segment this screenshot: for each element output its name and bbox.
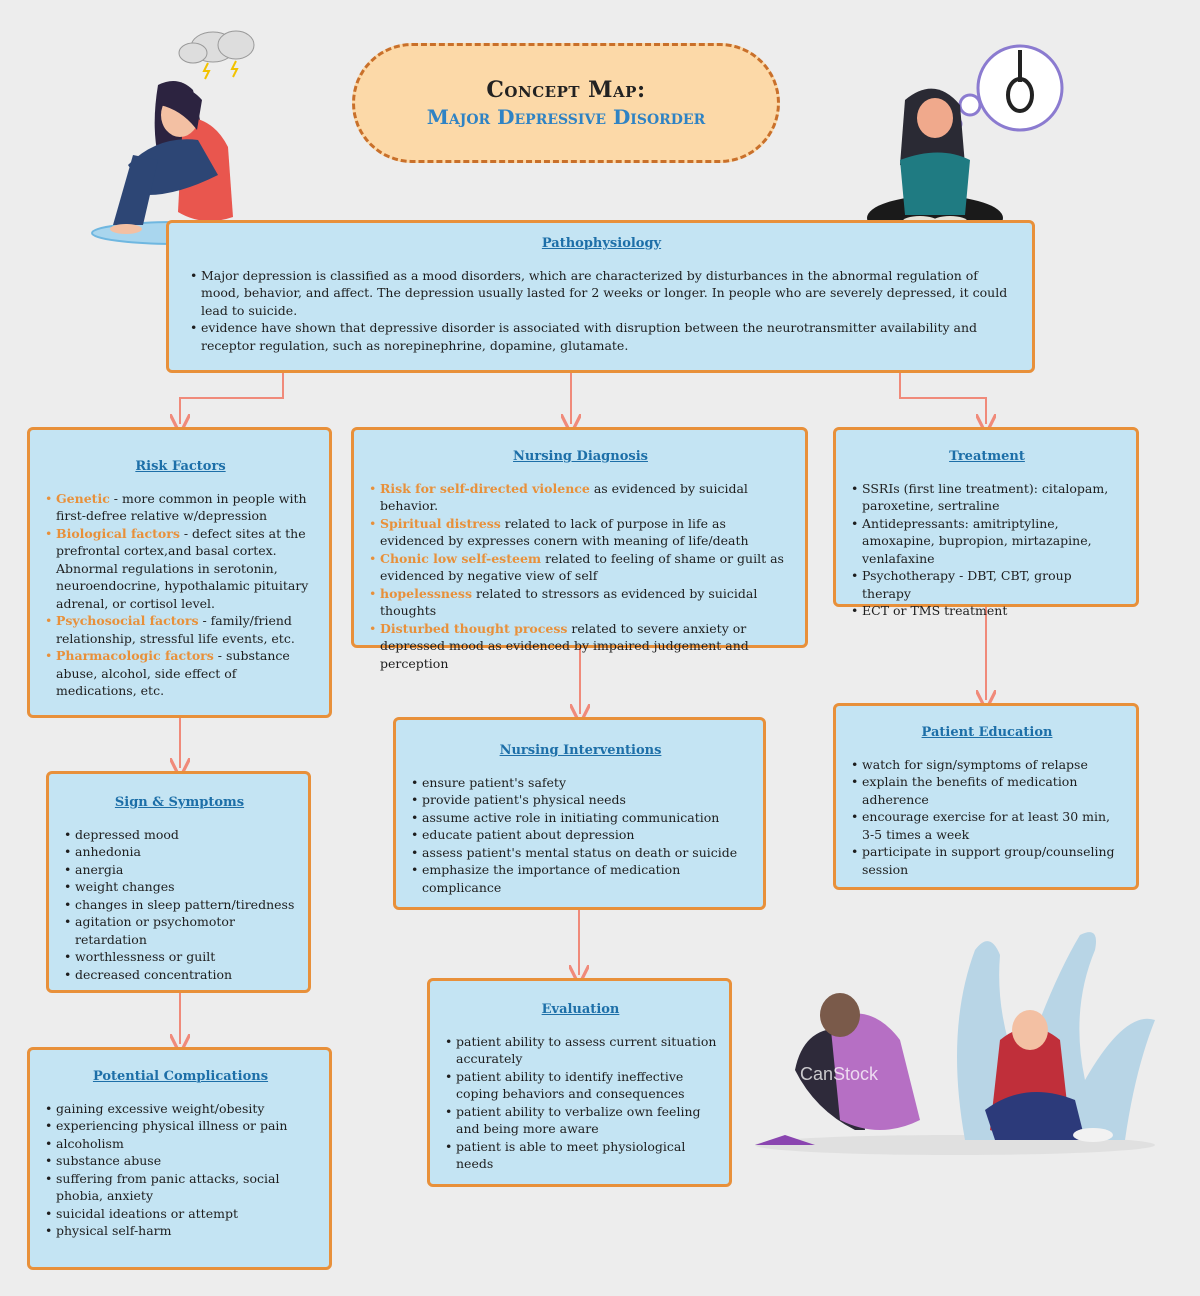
list-item: • Disturbed thought process related to severe anxiety or depressed mood as evidenced by impaired judgement and perception — [380, 620, 793, 673]
storm-cloud-icon — [179, 31, 254, 79]
list-item: • participate in support group/counseling session — [862, 843, 1124, 878]
list-item: • provide patient's physical needs — [422, 791, 751, 809]
list-item: • Genetic - more common in people with first-defree relative w/depression — [56, 490, 317, 525]
watermark: CanStock — [800, 1064, 879, 1084]
list-item: • substance abuse — [56, 1152, 317, 1170]
list-item: • explain the benefits of medication adherence — [862, 773, 1124, 808]
list-item: • alcoholism — [56, 1135, 317, 1153]
list-item: • worthlessness or guilt — [75, 948, 296, 966]
title-line2: Major Depressive Disorder — [426, 105, 706, 129]
nursing-diagnosis-box — [351, 427, 808, 671]
list-item: • encourage exercise for at least 30 min, 3-5 times a week — [862, 808, 1124, 843]
patient-education-heading: Patient Education — [921, 725, 1053, 740]
risk-factors-box — [27, 427, 332, 718]
list-item: • gaining excessive weight/obesity — [56, 1100, 317, 1118]
list-item: • Pharmacologic factors - substance abuse, alcohol, side effect of medications, etc. — [56, 647, 317, 700]
list-item: • suffering from panic attacks, social phobia, anxiety — [56, 1170, 317, 1205]
list-item: • educate patient about depression — [422, 826, 751, 844]
list-item: • patient is able to meet physiological needs — [456, 1138, 717, 1173]
patient-education-box — [833, 703, 1139, 890]
list-item: • emphasize the importance of medication complicance — [422, 861, 751, 896]
nursing-interventions-heading: Nursing Interventions — [499, 743, 662, 758]
pathophysiology-box — [166, 220, 1035, 373]
title-oval — [352, 43, 780, 163]
sign-symptoms-heading: Sign & Symptoms — [114, 795, 245, 810]
list-item: • patient ability to assess current situation accurately — [456, 1033, 717, 1068]
list-item: • evidence have shown that depressive disorder is associated with disruption between the neurotransmitter availability and receptor regulation, such as norepinephrine, dopamine, glutamate. — [201, 319, 1020, 354]
list-item: • physical self-harm — [56, 1222, 317, 1240]
evaluation-box — [427, 978, 732, 1187]
list-item: • Biological factors - defect sites at the prefrontal cortex,and basal cortex. Abnormal regulations in serotonin, neuroendocrine, hypothalamic pituitary adrenal, or cortisol level. — [56, 525, 317, 613]
title-line1: Concept Map: — [486, 77, 646, 103]
list-item: • changes in sleep pattern/tiredness — [75, 896, 296, 914]
treatment-heading: Treatment — [949, 449, 1025, 464]
evaluation-heading: Evaluation — [541, 1002, 620, 1017]
nursing-diagnosis-heading: Nursing Diagnosis — [513, 449, 648, 464]
potential-complications-heading: Potential Complications — [92, 1069, 269, 1084]
list-item: • patient ability to verbalize own feeling and being more aware — [456, 1103, 717, 1138]
list-item: • Antidepressants: amitriptyline, amoxapine, bupropion, mirtazapine, venlafaxine — [862, 515, 1124, 568]
list-item: • weight changes — [75, 878, 296, 896]
list-item: • Major depression is classified as a mood disorders, which are characterized by disturbances in the abnormal regulation of mood, behavior, and affect. The depression usually lasted for 2 weeks or longer. In people who are severely depressed, it could lead to suicide. — [201, 267, 1020, 320]
list-item: • anhedonia — [75, 843, 296, 861]
list-item: • suicidal ideations or attempt — [56, 1205, 317, 1223]
sign-symptoms-box — [46, 771, 311, 993]
sad-woman-illustration — [88, 25, 273, 250]
list-item: • anergia — [75, 861, 296, 879]
list-item: • Chonic low self-esteem related to feeling of shame or guilt as evidenced by negative view of self — [380, 550, 793, 585]
list-item: • SSRIs (first line treatment): citalopam, paroxetine, sertraline — [862, 480, 1124, 515]
list-item: • experiencing physical illness or pain — [56, 1117, 317, 1135]
list-item: • agitation or psychomotor retardation — [75, 913, 296, 948]
anxious-people-illustration — [745, 920, 1165, 1160]
crouched-figure-illustration — [865, 40, 1075, 240]
list-item: • watch for sign/symptoms of relapse — [862, 756, 1124, 774]
list-item: • assume active role in initiating communication — [422, 809, 751, 827]
list-item: • Psychosocial factors - family/friend relationship, stressful life events, etc. — [56, 612, 317, 647]
list-item: • Psychotherapy - DBT, CBT, group therapy — [862, 567, 1124, 602]
list-item: • ensure patient's safety — [422, 774, 751, 792]
risk-factors-heading: Risk Factors — [135, 459, 226, 474]
treatment-box — [833, 427, 1139, 618]
list-item: • Risk for self-directed violence as evidenced by suicidal behavior. — [380, 480, 793, 515]
list-item: • patient ability to identify ineffective coping behaviors and consequences — [456, 1068, 717, 1103]
list-item: • decreased concentration — [75, 966, 296, 984]
list-item: • Spiritual distress related to lack of purpose in life as evidenced by expresses conern with meaning of life/death — [380, 515, 793, 550]
list-item: • assess patient's mental status on death or suicide — [422, 844, 751, 862]
list-item: • ECT or TMS treatment — [862, 602, 1124, 620]
list-item: • depressed mood — [75, 826, 296, 844]
nursing-interventions-box — [393, 717, 766, 910]
pathophysiology-heading: Pathophysiology — [541, 236, 662, 251]
potential-complications-box — [27, 1047, 332, 1270]
list-item: • hopelessness related to stressors as evidenced by suicidal thoughts — [380, 585, 793, 620]
